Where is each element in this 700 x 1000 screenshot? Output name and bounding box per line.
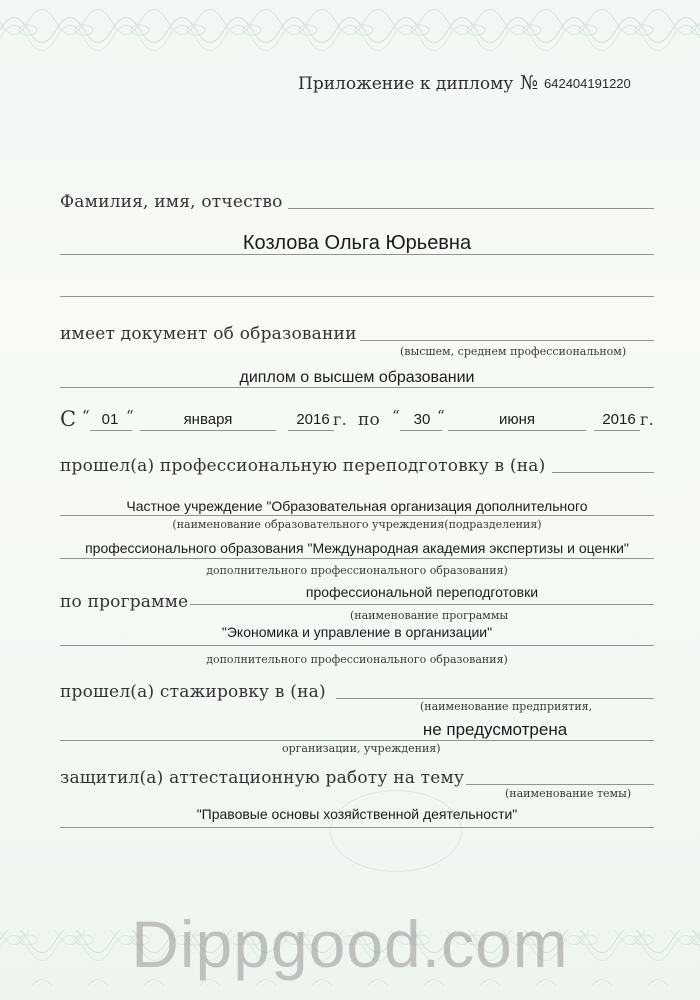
internship-line-2: [60, 740, 654, 741]
program-hint2: дополнительного профессионального образования): [206, 653, 508, 666]
period-year-suffix-2: г.: [640, 410, 654, 429]
education-label: имеет документ об образовании: [60, 324, 357, 344]
education-line-2: [60, 387, 654, 388]
program-label: по программе: [60, 592, 189, 612]
internship-label: прошел(а) стажировку в (на): [60, 682, 326, 702]
period-to-month-line: [448, 430, 586, 431]
retraining-line-2: [60, 558, 654, 559]
retraining-hint1: (наименование образовательного учреждения(подразделения): [172, 518, 542, 531]
period-to-day-line: [400, 430, 442, 431]
fio-line-2: [60, 254, 654, 255]
period-open-quote-2: “: [392, 407, 400, 425]
program-hint1: (наименование программы: [350, 609, 509, 622]
thesis-line-1: [466, 784, 654, 785]
period-from-year: 2016: [296, 411, 330, 428]
thesis-label: защитил(а) аттестационную работу на тему: [60, 768, 465, 788]
period-from-prefix: С: [60, 407, 77, 431]
internship-hint2: организации, учреждения): [282, 742, 441, 755]
number-sign: №: [520, 72, 538, 94]
period-to-month: июня: [498, 411, 536, 428]
program-value1: профессиональной переподготовки: [305, 584, 539, 600]
period-open-quote-1: “: [82, 407, 90, 425]
period-to-day: 30: [413, 411, 431, 428]
appendix-header: [298, 72, 631, 94]
period-from-month: января: [183, 411, 233, 428]
retraining-hint2: дополнительного профессионального образования): [206, 564, 508, 577]
retraining-label: прошел(а) профессиональную переподготовку в (на): [60, 456, 546, 476]
thesis-value: "Правовые основы хозяйственной деятельности": [196, 806, 518, 822]
watermark-text: Dippgood.com: [131, 907, 569, 981]
fio-line-1: [288, 208, 654, 209]
internship-hint1: (наименование предприятия,: [420, 700, 593, 713]
period-year-suffix-1: г.: [333, 410, 347, 429]
period-from-month-line: [140, 430, 276, 431]
retraining-line-1: [60, 515, 654, 516]
education-value: диплом о высшем образовании: [239, 369, 475, 386]
fio-line-3: [60, 296, 654, 297]
fio-value: Козлова Ольга Юрьевна: [242, 232, 472, 254]
faint-seal-imprint: [330, 790, 462, 872]
period-to-year: 2016: [602, 411, 636, 428]
program-line-2: [60, 645, 654, 646]
internship-value: не предусмотрена: [422, 720, 568, 739]
period-close-quote-1: “: [126, 407, 134, 425]
period-from-year-line: [288, 430, 334, 431]
education-line-1: [360, 340, 654, 341]
top-ornament-band: [0, 0, 700, 70]
retraining-line-0: [552, 472, 654, 473]
education-hint: (высшем, среднем профессиональном): [400, 345, 627, 358]
retraining-line2: профессионального образования "Международная академия экспертизы и оценки": [85, 540, 629, 556]
internship-line-1: [336, 698, 654, 699]
program-line-1: [190, 604, 654, 605]
period-from-day-line: [90, 430, 132, 431]
retraining-line1: Частное учреждение "Образовательная организация дополнительного: [126, 498, 588, 514]
fio-label: Фамилия, имя, отчество: [60, 192, 283, 212]
thesis-hint: (наименование темы): [505, 787, 632, 800]
period-close-quote-2: “: [437, 407, 445, 425]
header-title: Приложение к диплому: [298, 74, 514, 94]
period-to-year-line: [594, 430, 640, 431]
program-value2: "Экономика и управление в организации": [221, 624, 493, 640]
period-to-prefix: по: [358, 410, 380, 430]
period-from-day: 01: [101, 411, 119, 428]
diploma-number: 642404191220: [544, 76, 631, 91]
